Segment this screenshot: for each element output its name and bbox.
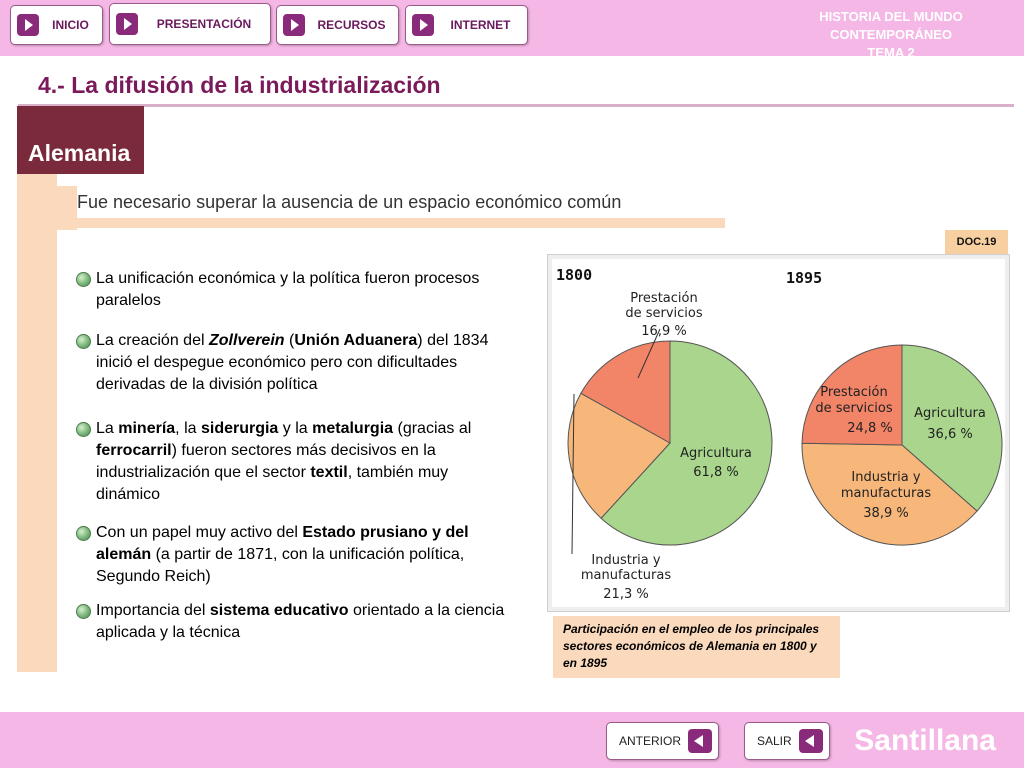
label-agricultura-1800-value: 61,8 % (693, 465, 739, 480)
label-agricultura-1895-line1: Agricultura (914, 406, 986, 421)
presentacion-button[interactable] (109, 3, 271, 45)
bullet-text: La (96, 420, 119, 437)
label-agricultura-1800-line1: Agricultura (680, 446, 752, 461)
bullet-text: Con un papel muy activo del (96, 524, 303, 541)
green-bullet-icon (76, 422, 91, 437)
play-arrow-icon (116, 13, 138, 35)
bullet-bold: siderurgia (200, 420, 279, 437)
green-bullet-icon (76, 526, 91, 541)
green-bullet-icon (76, 272, 91, 287)
bullet-item (76, 268, 516, 312)
label-servicios-1895-line1: Prestación (820, 385, 888, 400)
heading-divider (18, 104, 1014, 107)
bullet-bold: textil (310, 464, 348, 481)
bullet-text: La unificación económica y la política fueron procesos paralelos (96, 270, 480, 309)
doc-badge: DOC.19 (945, 230, 1008, 254)
decorative-strip (17, 174, 57, 672)
bullet-bold: Unión Aduanera (294, 332, 418, 349)
anterior-button[interactable] (606, 722, 719, 760)
play-arrow-icon (412, 14, 434, 36)
play-arrow-icon (283, 14, 305, 36)
pie-charts (552, 259, 1005, 607)
chart-caption: Participación en el empleo de los principales sectores económicos de Alemania en 1800 y en 1895 (553, 616, 840, 678)
salir-button[interactable] (744, 722, 830, 760)
bullet-text: orientado a la ciencia aplicada y la técnica (96, 602, 505, 641)
bullet-emphasis: Zollverein (208, 332, 285, 349)
bullet-bold: ferrocarril (96, 442, 172, 459)
bullet-text: La creación del (96, 332, 209, 349)
santillana-logo: Santillana (854, 724, 996, 757)
recursos-button-label: RECURSOS (317, 18, 386, 32)
bullet-item (76, 600, 516, 644)
section-tab (17, 106, 144, 174)
section-title: Alemania (28, 140, 131, 166)
label-industria-1800-value: 21,3 % (603, 587, 649, 602)
back-arrow-icon (688, 729, 712, 753)
green-bullet-icon (76, 604, 91, 619)
section-subheading: Fue necesario superar la ausencia de un espacio económico común (77, 192, 622, 212)
bullet-text: (gracias al (393, 420, 472, 437)
label-servicios-1800-line2: de servicios (625, 306, 703, 321)
bullet-text: Importancia del (96, 602, 210, 619)
internet-button-label: INTERNET (450, 18, 511, 32)
presentacion-button-label: PRESENTACIÓN (156, 17, 252, 31)
label-industria-1895-line2: manufacturas (840, 486, 932, 501)
subheading-underline (57, 218, 725, 228)
bullet-item (76, 330, 516, 396)
back-arrow-icon (799, 729, 823, 753)
label-industria-1800-line2: manufacturas (580, 568, 672, 583)
salir-button-label: SALIR (757, 734, 792, 748)
bullet-bold: minería (118, 420, 176, 437)
label-servicios-1895-line2: de servicios (815, 401, 893, 416)
chart-title-1895: 1895 (786, 269, 823, 287)
bullet-item (76, 418, 516, 506)
app-title-line2: TEMA 2 (867, 45, 915, 60)
bullet-text: ) del 1834 inició el despegue económico pero con dificultades derivadas de la división política (96, 332, 489, 393)
app-title (776, 8, 1006, 62)
recursos-button[interactable] (276, 5, 399, 45)
bullet-bold: sistema educativo (209, 602, 349, 619)
label-servicios-1895-value: 24,8 % (847, 421, 893, 436)
bullet-item (76, 522, 516, 588)
label-industria-1800-line1: Industria y (591, 553, 661, 568)
bullet-text: , también muy dinámico (96, 464, 449, 503)
app-title-line1: HISTORIA DEL MUNDO CONTEMPORÁNEO (819, 9, 963, 42)
page-title: 4.- La difusión de la industrialización (38, 72, 441, 98)
label-servicios-1800-line1: Prestación (630, 291, 698, 306)
green-bullet-icon (76, 334, 91, 349)
bullet-text: ( (284, 332, 295, 349)
label-agricultura-1895-value: 36,6 % (927, 427, 973, 442)
internet-button[interactable] (405, 5, 528, 45)
bullet-bold: metalurgia (312, 420, 394, 437)
bullet-text: y la (278, 420, 313, 437)
label-servicios-1800-value: 16,9 % (641, 324, 687, 339)
bullet-bold: Estado prusiano y del alemán (96, 524, 469, 563)
play-arrow-icon (17, 14, 39, 36)
bullet-text: ) fueron sectores más decisivos en la industrialización que el sector (96, 442, 436, 481)
anterior-button-label: ANTERIOR (619, 734, 682, 748)
label-industria-1895-line1: Industria y (851, 470, 921, 485)
inicio-button-label: INICIO (52, 18, 89, 32)
chart-title-1800: 1800 (556, 266, 593, 284)
bullet-text: , la (175, 420, 201, 437)
bullet-text: (a partir de 1871, con la unificación política, Segundo Reich) (96, 546, 465, 585)
inicio-button[interactable] (10, 5, 103, 45)
label-industria-1895-value: 38,9 % (863, 506, 909, 521)
